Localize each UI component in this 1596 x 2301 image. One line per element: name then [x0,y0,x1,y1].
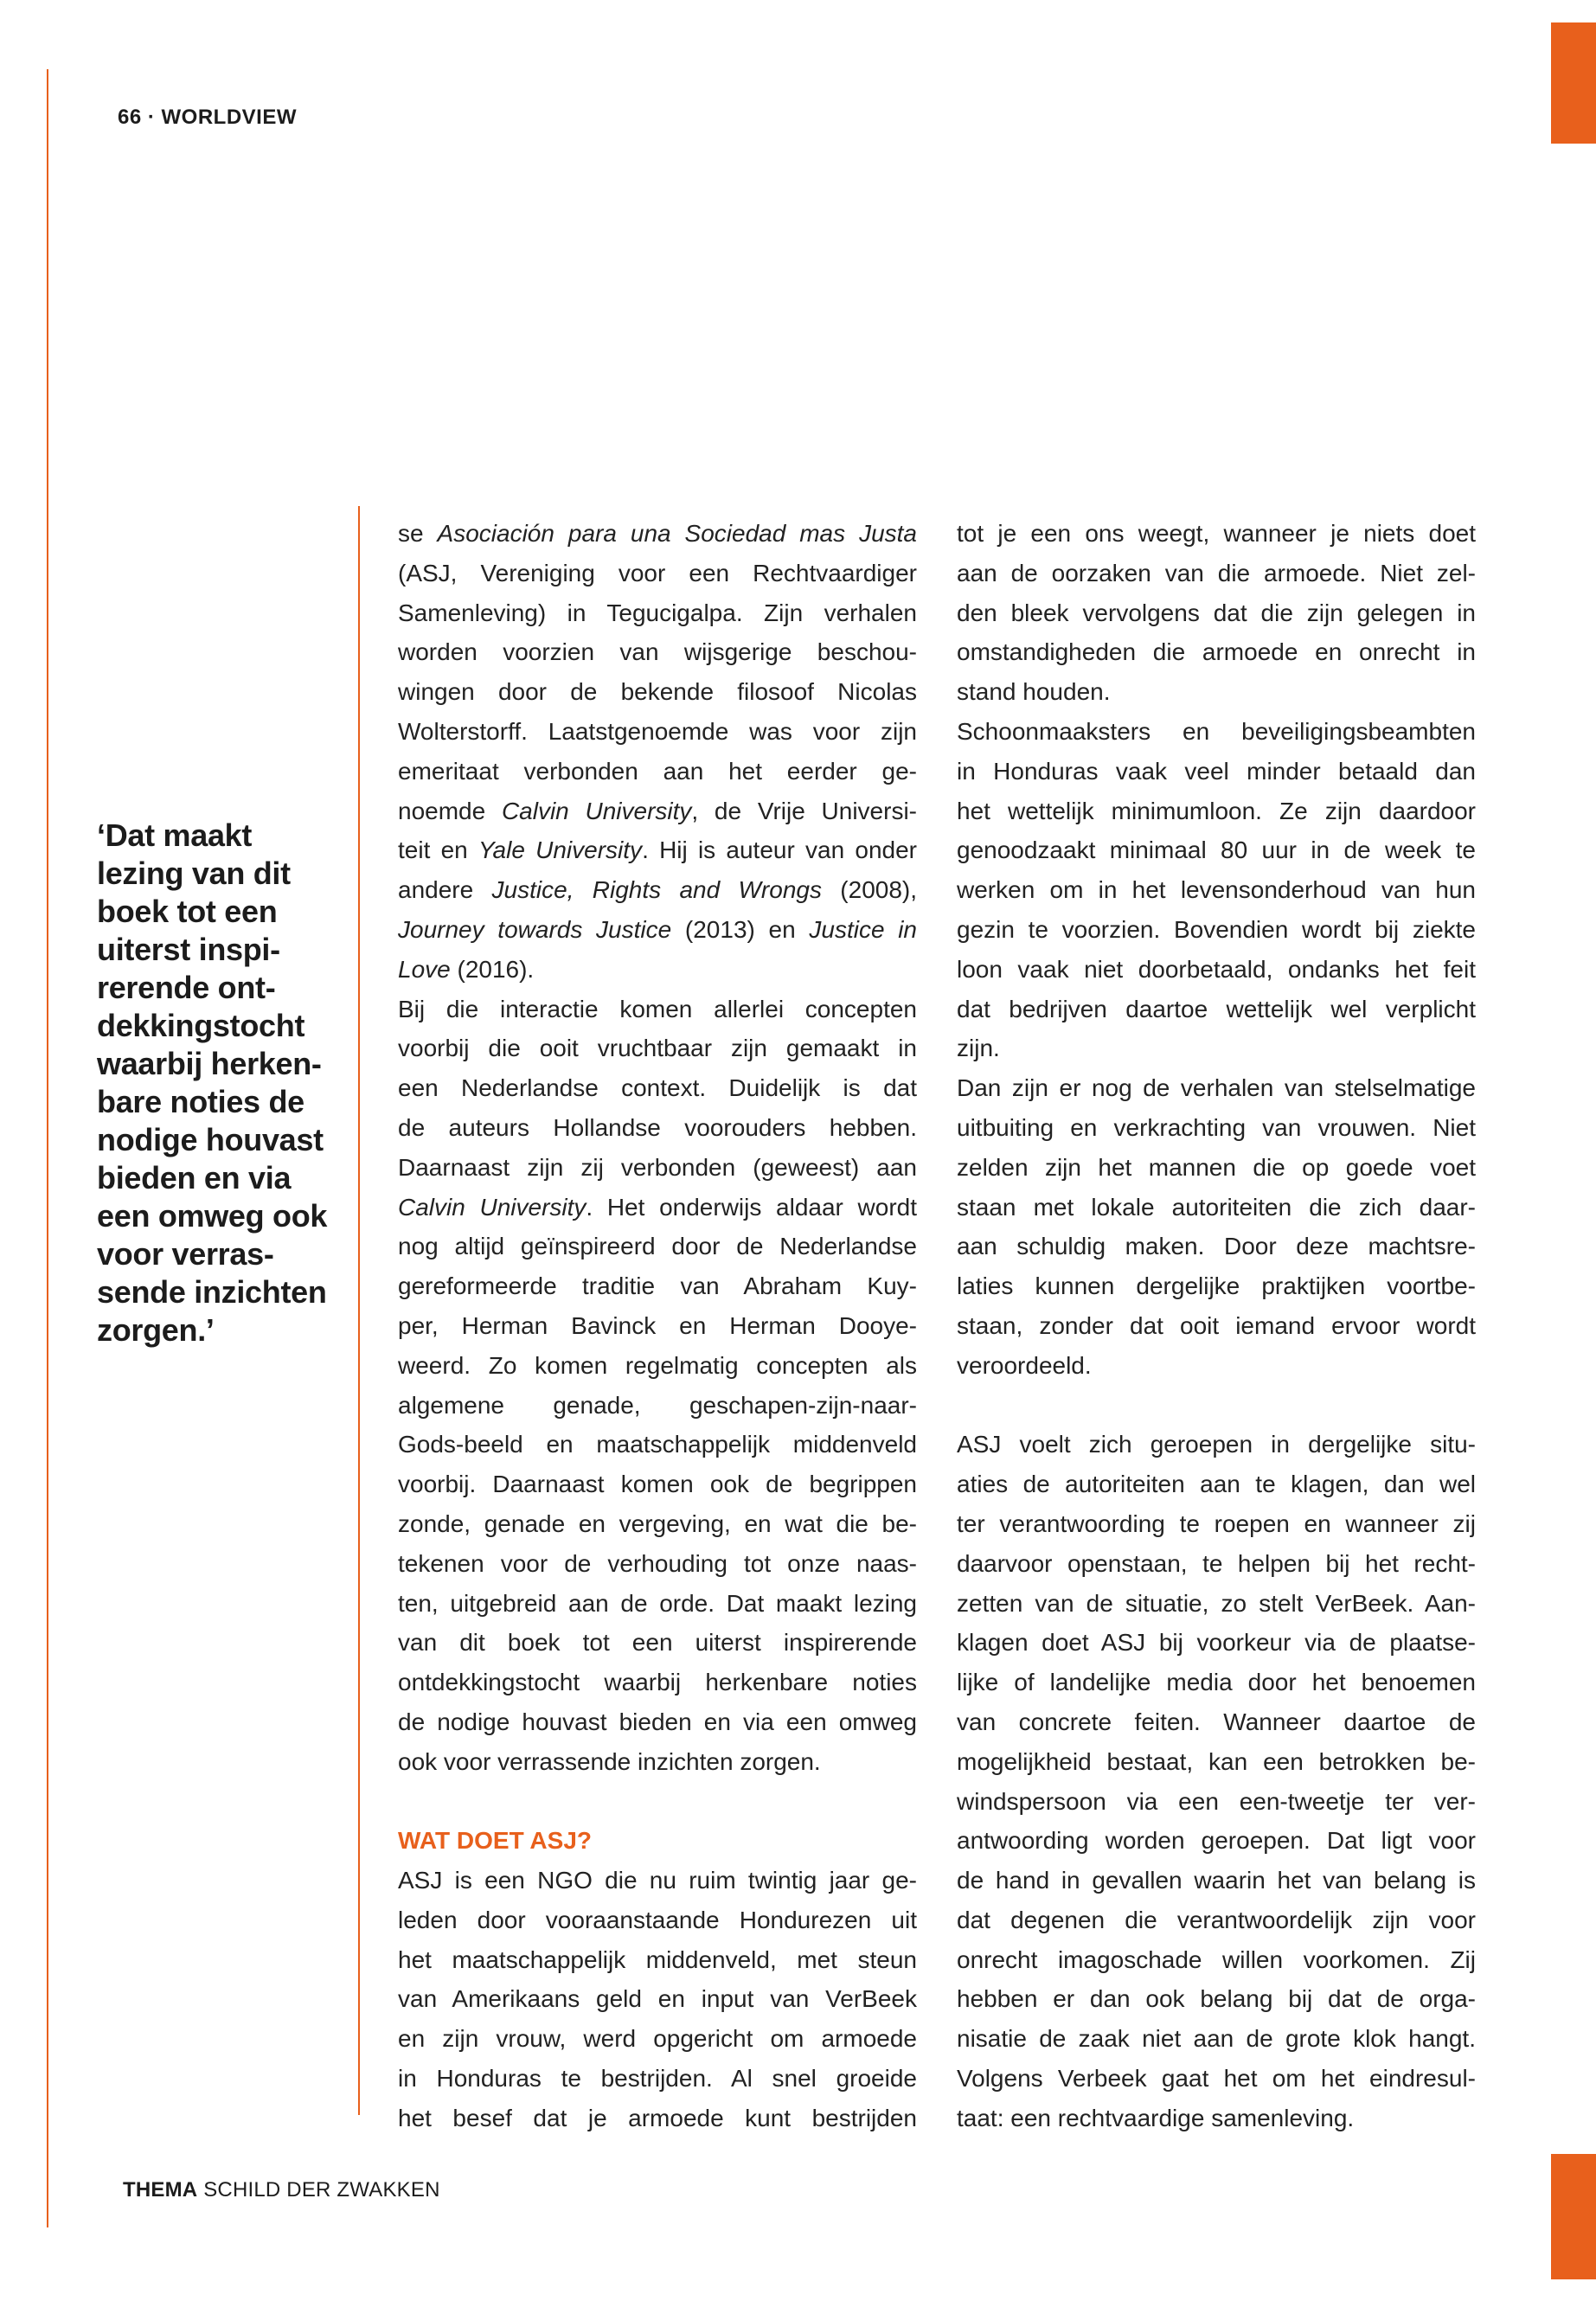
pull-quote-line: nodige houvast [97,1122,324,1157]
text-line: hebben er dan ook belang bij dat de orga- [957,1985,1476,2013]
text-line: tot je een ons weegt, wanneer je niets doet [957,520,1476,547]
pull-quote-line: een omweg ook [97,1198,328,1234]
pull-quote-line: waarbij herken- [97,1046,322,1081]
text-line: ter verantwoording te roepen en wanneer zij [957,1509,1476,1537]
text-line: Schoonmaaksters en beveiligingsbeambten [957,717,1476,745]
text-line: aties de autoriteiten aan te klagen, dan wel [957,1471,1476,1498]
column-divider-rule [358,506,360,2115]
text-line: stand houden. [957,678,1111,706]
text-line: gereformeerde traditie van Abraham Kuy- [398,1272,917,1300]
body-column-1 [398,514,917,2138]
text-line: den bleek vervolgens dat die zijn gelegen in [957,599,1476,626]
text-line: veroordeeld. [957,1351,1092,1379]
footer-title: SCHILD DER ZWAKKEN [203,2178,440,2202]
pull-quote-line: ‘Dat maakt [97,817,253,853]
paragraph-gap [398,1782,917,1822]
text-line: Journey towards Justice (2013) en Justice in [398,915,918,943]
text-line: lijke of landelijke media door het benoemen [957,1669,1476,1696]
text-line: ook voor verrassende inzichten zorgen. [398,1747,821,1775]
pull-quote-line: boek tot een [97,894,278,929]
running-head: 66 · WORLDVIEW [118,106,298,129]
paragraph-gap [957,1386,1476,1426]
text-line: nog altijd geïnspireerd door de Nederlandse [398,1233,917,1260]
text-line: werken om in het levensonderhoud van hun [957,876,1476,904]
text-line: loon vaak niet doorbetaald, ondanks het feit [957,955,1476,983]
text-line: antwoording worden geroepen. Dat ligt voor [957,1827,1476,1855]
pull-quote-line: lezing van dit [97,856,291,891]
text-line: genoodzaakt minimaal 80 uur in de week te [957,836,1476,864]
text-line: aan schuldig maken. Door deze machtsre- [957,1233,1476,1260]
text-line: de nodige houvast bieden en via een omweg [398,1708,917,1735]
text-line: het wettelijk minimumloon. Ze zijn daardoor [957,797,1476,824]
text-line: voorbij. Daarnaast komen ook de begrippen [398,1471,917,1498]
text-line: staan, zonder dat ooit iemand ervoor wordt [957,1311,1476,1339]
text-line: staan met lokale autoriteiten die zich daar- [957,1193,1476,1221]
body-column-2 [957,514,1476,2138]
text-line: in Honduras vaak veel minder betaald dan [957,757,1476,785]
text-line: wingen door de bekende filosoof Nicolas [398,678,917,706]
text-line: algemene genade, geschapen-zijn-naar- [398,1391,917,1419]
text-line: Volgens Verbeek gaat het om het eindresul- [957,2065,1476,2093]
pull-quote-line: dekkingstocht [97,1008,305,1043]
text-line: weerd. Zo komen regelmatig concepten als [398,1351,917,1379]
text-line: een Nederlandse context. Duidelijk is dat [398,1074,917,1102]
text-line: per, Herman Bavinck en Herman Dooye- [398,1311,917,1339]
text-line: daarvoor openstaan, te helpen bij het recht- [957,1549,1476,1577]
text-line: mogelijkheid bestaat, kan een betrokken be- [957,1747,1476,1775]
orange-edge-tab-bottom [1551,2154,1596,2279]
text-line: ASJ voelt zich geroepen in dergelijke situ- [957,1431,1476,1458]
text-line: gezin te voorzien. Bovendien wordt bij ziekte [957,915,1476,943]
text-line: laties kunnen dergelijke praktijken voortbe- [957,1272,1476,1300]
text-line: ontdekkingstocht waarbij herkenbare noties [398,1669,917,1696]
text-line: Samenleving) in Tegucigalpa. Zijn verhalen [398,599,917,626]
text-line: Love (2016). [398,955,535,983]
left-margin-rule [47,69,48,2227]
text-line: leden door vooraanstaande Hondurezen uit [398,1906,917,1933]
text-line: Dan zijn er nog de verhalen van stelselmatige [957,1074,1476,1102]
text-line: worden voorzien van wijsgerige beschou- [398,638,917,666]
text-line: voorbij die ooit vruchtbaar zijn gemaakt in [398,1035,917,1062]
text-line: ten, uitgebreid aan de orde. Dat maakt lezing [398,1589,917,1617]
text-line: van concrete feiten. Wanneer daartoe de [957,1708,1476,1735]
text-line: aan de oorzaken van die armoede. Niet zel- [957,559,1476,586]
text-line: emeritaat verbonden aan het eerder ge- [398,757,917,785]
text-line: se Asociación para una Sociedad mas Justa [398,520,918,547]
orange-edge-tab-top [1551,22,1596,144]
text-line: Bij die interactie komen allerlei concepten [398,995,917,1022]
text-line: taat: een rechtvaardige samenleving. [957,2104,1355,2131]
pull-quote-line: bare noties de [97,1084,304,1119]
section-heading: WAT DOET ASJ? [398,1827,592,1855]
text-line: het maatschappelijk middenveld, met steun [398,1945,917,1973]
text-line: teit en Yale University. Hij is auteur van onder [398,836,917,864]
text-line: ASJ is een NGO die nu ruim twintig jaar ge- [398,1867,917,1894]
text-line: van dit boek tot een uiterst inspirerende [398,1629,917,1657]
text-line: nisatie de zaak niet aan de grote klok hangt. [957,2025,1476,2053]
text-line: klagen doet ASJ bij voorkeur via de plaatse- [957,1629,1476,1657]
text-line: de hand in gevallen waarin het van belang is [957,1867,1476,1894]
text-line: zonde, genade en vergeving, en wat die be- [398,1509,917,1537]
text-line: Gods-beeld en maatschappelijk middenveld [398,1431,917,1458]
text-line: en zijn vrouw, werd opgericht om armoede [398,2025,917,2053]
text-line: in Honduras te bestrijden. Al snel groeide [398,2065,917,2093]
text-line: dat degenen die verantwoordelijk zijn voor [957,1906,1476,1933]
footer-section: THEMA [123,2178,198,2202]
text-line: de auteurs Hollandse voorouders hebben. [398,1113,917,1141]
text-line: van Amerikaans geld en input van VerBeek [398,1985,917,2013]
pull-quote-line: bieden en via [97,1160,292,1195]
text-line: uitbuiting en verkrachting van vrouwen. Niet [957,1113,1476,1141]
text-line: zelden zijn het mannen die op goede voet [957,1153,1476,1181]
text-line: Daarnaast zijn zij verbonden (geweest) aan [398,1153,917,1181]
pull-quote-line: rerende ont- [97,970,276,1005]
text-line: andere Justice, Rights and Wrongs (2008), [398,876,918,904]
text-line: omstandigheden die armoede en onrecht in [957,638,1476,666]
text-line: tekenen voor de verhouding tot onze naas- [398,1549,917,1577]
text-line: onrecht imagoschade willen voorkomen. Zij [957,1945,1476,1973]
pull-quote-line: uiterst inspi- [97,932,280,967]
text-line: dat bedrijven daartoe wettelijk wel verplicht [957,995,1476,1022]
text-line: het besef dat je armoede kunt bestrijden [398,2104,917,2131]
text-line: Calvin University. Het onderwijs aldaar wordt [398,1193,917,1221]
text-line: Wolterstorff. Laatstgenoemde was voor zijn [398,717,917,745]
page-footer [123,2178,440,2202]
pull-quote-line: voor verras- [97,1236,274,1272]
pull-quote-line: zorgen.’ [97,1312,215,1348]
pull-quote [97,817,356,1349]
pull-quote-line: sende inzichten [97,1274,327,1310]
text-line: (ASJ, Vereniging voor een Rechtvaardiger [398,559,917,586]
text-line: noemde Calvin University, de Vrije Universi- [398,797,917,824]
text-line: zijn. [957,1035,1000,1062]
text-line: zetten van de situatie, zo stelt VerBeek. Aan- [957,1589,1476,1617]
text-line: windspersoon via een een-tweetje ter ver- [957,1787,1476,1815]
